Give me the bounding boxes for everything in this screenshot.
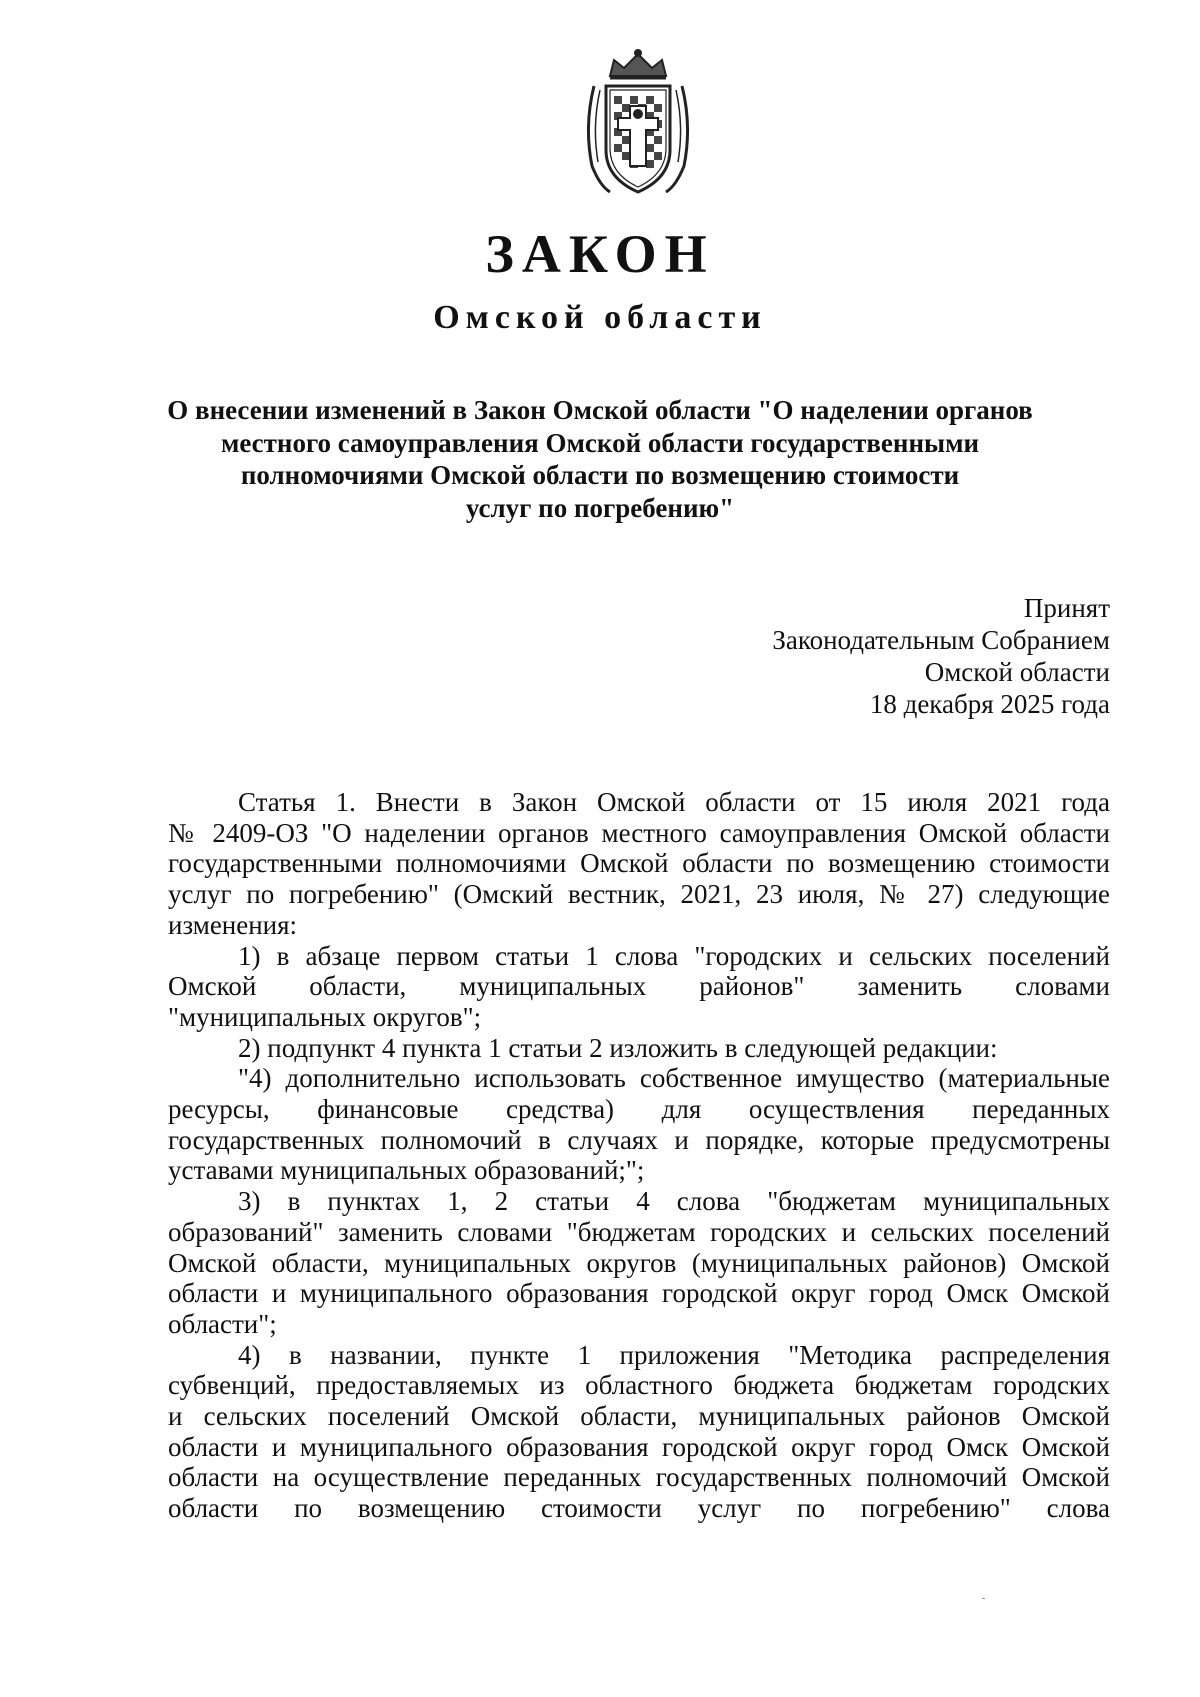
heading-line: О внесении изменений в Закон Омской области "О наделении органов — [167, 395, 1033, 425]
body-line: "муниципальных округов"; — [168, 1001, 482, 1032]
body-line: и сельских поселений Омской области, муниципальных районов Омской — [168, 1401, 1110, 1432]
body-line: 4) в названии, пункте 1 приложения "Методика распределения — [238, 1339, 1110, 1370]
document-subtitle: Омской области — [433, 299, 767, 336]
body-line: области и муниципального образования городской округ город Омск Омской — [168, 1431, 1110, 1462]
heading-line: услуг по погребению" — [465, 492, 735, 523]
article-body — [168, 787, 1110, 1524]
body-line: 1) в абзаце первом статьи 1 слова "городских и сельских поселений — [238, 940, 1110, 971]
law-heading — [150, 394, 1050, 524]
body-line: государственными полномочиями Омской области по возмещению стоимости — [168, 848, 1110, 879]
body-line: 3) в пунктах 1, 2 статьи 4 слова "бюджетам муниципальных — [238, 1186, 1110, 1217]
body-line: Статья 1. Внести в Закон Омской области от 15 июля 2021 года — [238, 787, 1110, 817]
body-line: области"; — [168, 1308, 277, 1339]
body-line: области и муниципального образования городской округ город Омск Омской — [168, 1278, 1110, 1309]
body-line: ресурсы, финансовые средства) для осуществления переданных — [168, 1094, 1110, 1125]
body-line: области по возмещению стоимости услуг по погребению" слова — [168, 1493, 1110, 1524]
heading-line: полномочиями Омской области по возмещению стоимости — [240, 460, 960, 490]
body-line: уставами муниципальных образований;"; — [168, 1155, 645, 1186]
body-line: субвенций, предоставляемых из областного бюджета бюджетам городских — [168, 1370, 1110, 1401]
body-line: области на осуществление переданных государственных полномочий Омской — [168, 1462, 1110, 1493]
scan-speck — [982, 1598, 985, 1599]
document-title: ЗАКОН — [485, 224, 715, 284]
body-line: изменения: — [168, 909, 298, 940]
body-line: 2) подпункт 4 пункта 1 статьи 2 изложить в следующей редакции: — [238, 1032, 998, 1063]
body-line: Омской области, муниципальных районов" заменить словами — [168, 971, 1110, 1002]
adoption-line: Законодательным Собранием — [772, 625, 1110, 655]
coat-of-arms-icon — [580, 46, 696, 198]
body-line: "4) дополнительно использовать собственное имущество (материальные — [238, 1063, 1110, 1094]
adoption-date: 18 декабря 2025 года — [869, 689, 1110, 719]
body-line: образований" заменить словами "бюджетам городских и сельских поселений — [168, 1216, 1110, 1247]
adoption-line: Принят — [1023, 593, 1110, 623]
adoption-block — [772, 592, 1110, 720]
heading-line: местного самоуправления Омской области государственными — [220, 427, 980, 458]
body-line: Омской области, муниципальных округов (муниципальных районов) Омской — [168, 1247, 1110, 1278]
body-line: государственных полномочий в случаях и порядке, которые предусмотрены — [168, 1124, 1110, 1155]
adoption-line: Омской области — [924, 657, 1110, 687]
body-line: услуг по погребению" (Омский вестник, 2021, 23 июля, № 27) следующие — [168, 879, 1110, 910]
body-line: № 2409-ОЗ "О наделении органов местного самоуправления Омской области — [168, 817, 1110, 848]
